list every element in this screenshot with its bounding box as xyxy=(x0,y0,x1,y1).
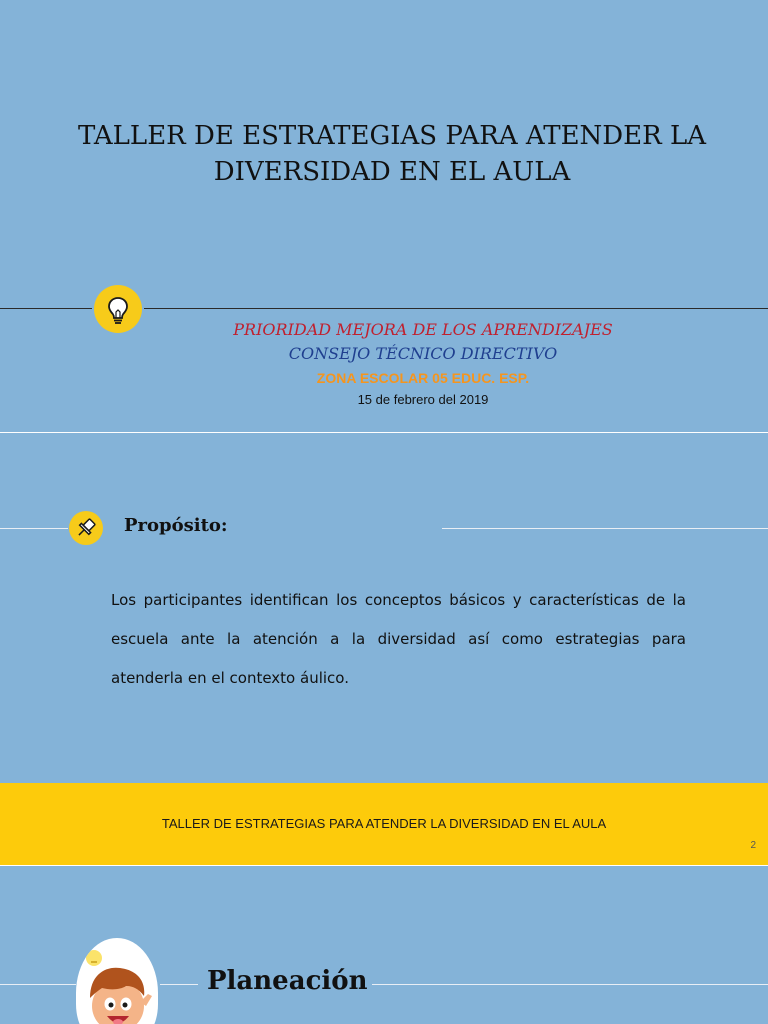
divider-left xyxy=(0,528,68,529)
divider-left xyxy=(0,984,76,985)
pushpin-icon xyxy=(69,511,103,545)
footer-title: TALLER DE ESTRATEGIAS PARA ATENDER LA DIVERSIDAD EN EL AULA xyxy=(161,816,607,831)
purpose-heading: Propósito: xyxy=(124,515,228,536)
slide-title: TALLER DE ESTRATEGIAS PARA ATENDER LA DIVERSIDAD EN EL AULA xyxy=(77,121,707,187)
page-number: 2 xyxy=(750,840,756,851)
divider-mid xyxy=(160,984,198,985)
purpose-text: Los participantes identifican los conceptos básicos y características de la escuela ante la atención a la diversidad así como estrategias para atenderla en el contexto áulico. xyxy=(111,591,686,687)
footer-bar xyxy=(0,783,768,865)
divider-right xyxy=(144,308,768,309)
date-line: 15 de febrero del 2019 xyxy=(357,392,489,407)
title-slide xyxy=(0,0,768,432)
divider-right xyxy=(372,984,768,985)
purpose-slide xyxy=(0,433,768,865)
cartoon-boy-icon xyxy=(76,938,158,1024)
divider-right xyxy=(442,528,768,529)
priority-line: PRIORIDAD MEJORA DE LOS APRENDIZAJES xyxy=(233,320,613,339)
planning-slide xyxy=(0,866,768,1024)
divider-left xyxy=(0,308,92,309)
council-line: CONSEJO TÉCNICO DIRECTIVO xyxy=(288,344,558,363)
school-zone-line: ZONA ESCOLAR 05 EDUC. ESP. xyxy=(316,370,530,386)
planning-heading: Planeación xyxy=(207,966,368,996)
